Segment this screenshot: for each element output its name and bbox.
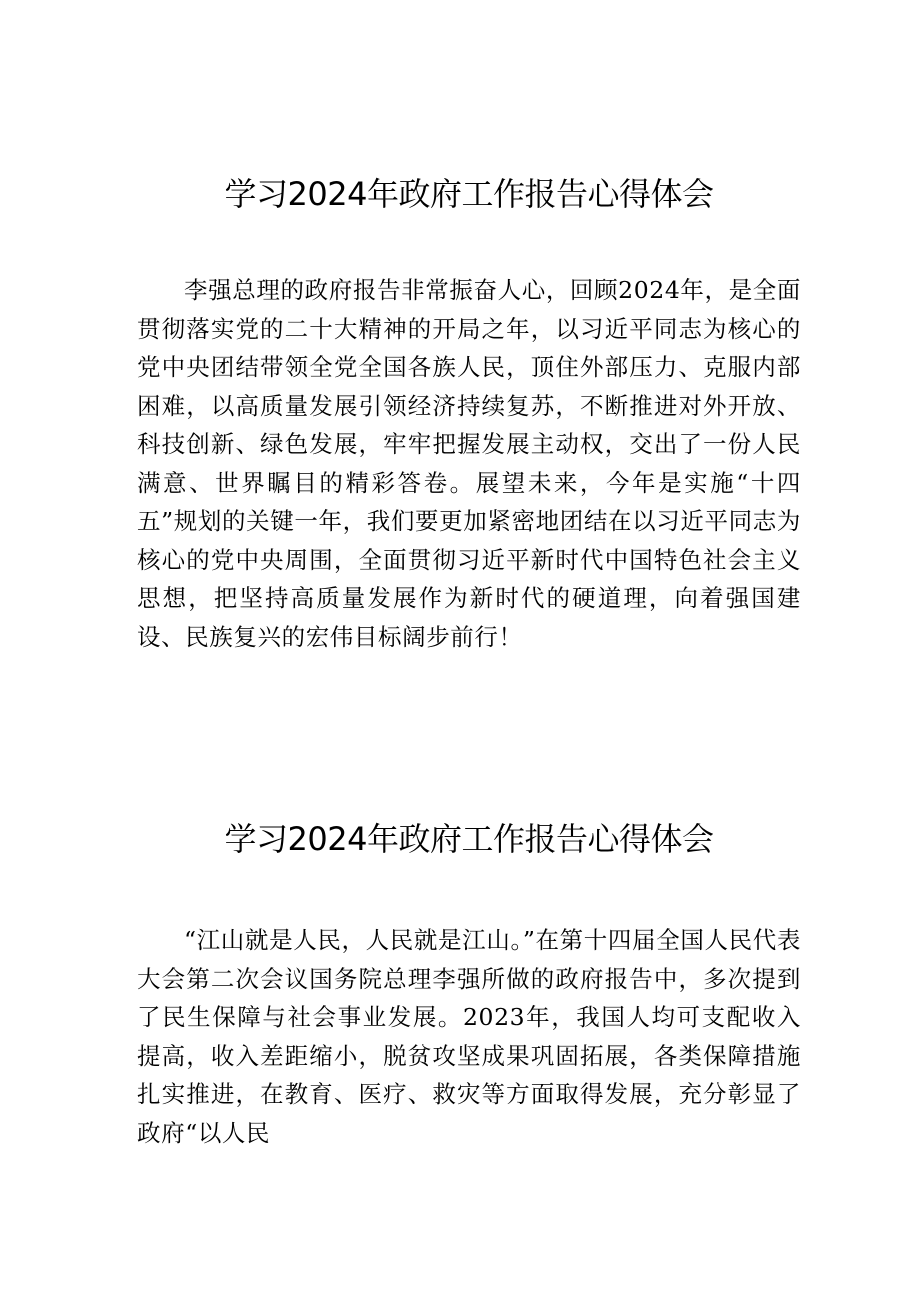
section-paragraph: “江山就是人民，人民就是江山。”在第十四届全国人民代表大会第二次会议国务院总理李强所做的政府报告中，多次提到了民生保障与社会事业发展。2023年，我国人均可支配收入提高，收入差距缩小，脱贫攻坚成果巩固拓展，各类保障措施扎实推进，在教育、医疗、救灾等方面取得发展，充分彰显了政府“以人民 [137, 926, 801, 1147]
section-paragraph: 李强总理的政府报告非常振奋人心，回顾2024年，是全面贯彻落实党的二十大精神的开局之年，以习近平同志为核心的党中央团结带领全党全国各族人民，顶住外部压力、克服内部困难，以高质量发展引领经济持续复苏，不断推进对外开放、科技创新、绿色发展，牢牢把握发展主动权，交出了一份人民满意、世界瞩目的精彩答卷。展望未来，今年是实施“十四五”规划的关键一年，我们要更加紧密地团结在以习近平同志为核心的党中央周围，全面贯彻习近平新时代中国特色社会主义思想，把坚持高质量发展作为新时代的硬道理，向着强国建设、民族复兴的宏伟目标阔步前行！ [137, 276, 801, 651]
essay-section-2 [137, 813, 801, 1152]
section-title: 学习2024年政府工作报告心得体会 [224, 175, 714, 213]
section-title: 学习2024年政府工作报告心得体会 [224, 820, 714, 858]
essay-section-1 [137, 168, 801, 656]
